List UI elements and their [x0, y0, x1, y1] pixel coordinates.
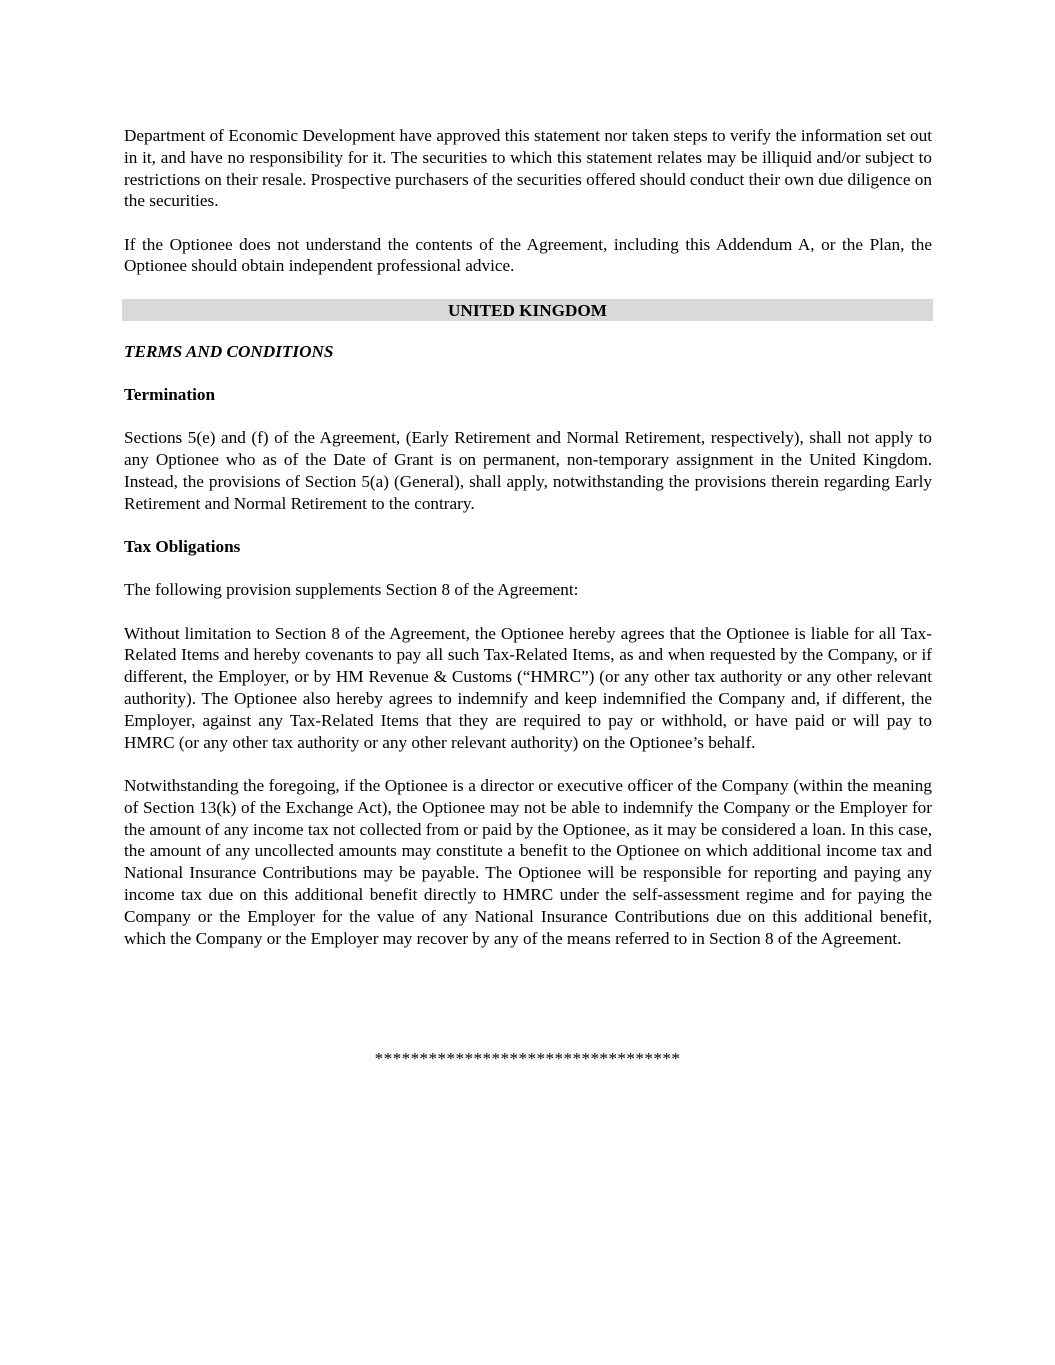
- terms-and-conditions-heading: TERMS AND CONDITIONS: [124, 341, 334, 361]
- country-section-banner: UNITED KINGDOM: [122, 299, 933, 321]
- document-body: [124, 125, 932, 971]
- intro-paragraph-advice: If the Optionee does not understand the contents of the Agreement, including this Addendum A, or the Plan, the Optionee should obtain independent professional advice.: [124, 234, 932, 276]
- tax-director-paragraph: Notwithstanding the foregoing, if the Optionee is a director or executive officer of the Company (within the meaning of Section 13(k) of the Exchange Act), the Optionee may not be able to indemnify the Company or the Employer for the amount of any income tax not collected from or paid by the Optionee, as it may be considered a loan. In this case, the amount of any uncollected amounts may constitute a benefit to the Optionee on which additional income tax and National Insurance Contributions may be payable. The Optionee will be responsible for reporting and paying any income tax due on this additional benefit directly to HMRC under the self-assessment regime and for paying the Company or the Employer for the value of any National Insurance Contributions due on this additional benefit, which the Company or the Employer may recover by any of the means referred to in Section 8 of the Agreement.: [124, 775, 932, 948]
- end-separator: **********************************: [374, 1049, 681, 1068]
- tax-obligations-heading: Tax Obligations: [124, 537, 241, 557]
- termination-paragraph: Sections 5(e) and (f) of the Agreement, (Early Retirement and Normal Retirement, respectively), shall not apply to any Optionee who as of the Date of Grant is on permanent, non-temporary assignment in the United Kingdom. Instead, the provisions of Section 5(a) (General), shall apply, notwithstanding the provisions therein regarding Early Retirement and Normal Retirement to the contrary.: [124, 428, 932, 513]
- tax-liability-paragraph: Without limitation to Section 8 of the Agreement, the Optionee hereby agrees that the Optionee is liable for all Tax-Related Items and hereby covenants to pay all such Tax-Related Items, as and when requested by the Company, or if different, the Employer, or by HM Revenue & Customs (“HMRC”) (or any other tax authority or any other relevant authority). The Optionee also hereby agrees to indemnify and keep indemnified the Company and, if different, the Employer, against any Tax-Related Items that they are required to pay or withhold, or have paid or will pay to HMRC (or any other tax authority or any other relevant authority) on the Optionee’s behalf.: [124, 623, 932, 752]
- intro-paragraph-continued: Department of Economic Development have approved this statement nor taken steps to verify the information set out in it, and have no responsibility for it. The securities to which this statement relates may be illiquid and/or subject to restrictions on their resale. Prospective purchasers of the securities offered should conduct their own due diligence on the securities.: [124, 126, 932, 211]
- termination-heading: Termination: [124, 385, 216, 405]
- tax-intro-paragraph: The following provision supplements Section 8 of the Agreement:: [124, 580, 579, 600]
